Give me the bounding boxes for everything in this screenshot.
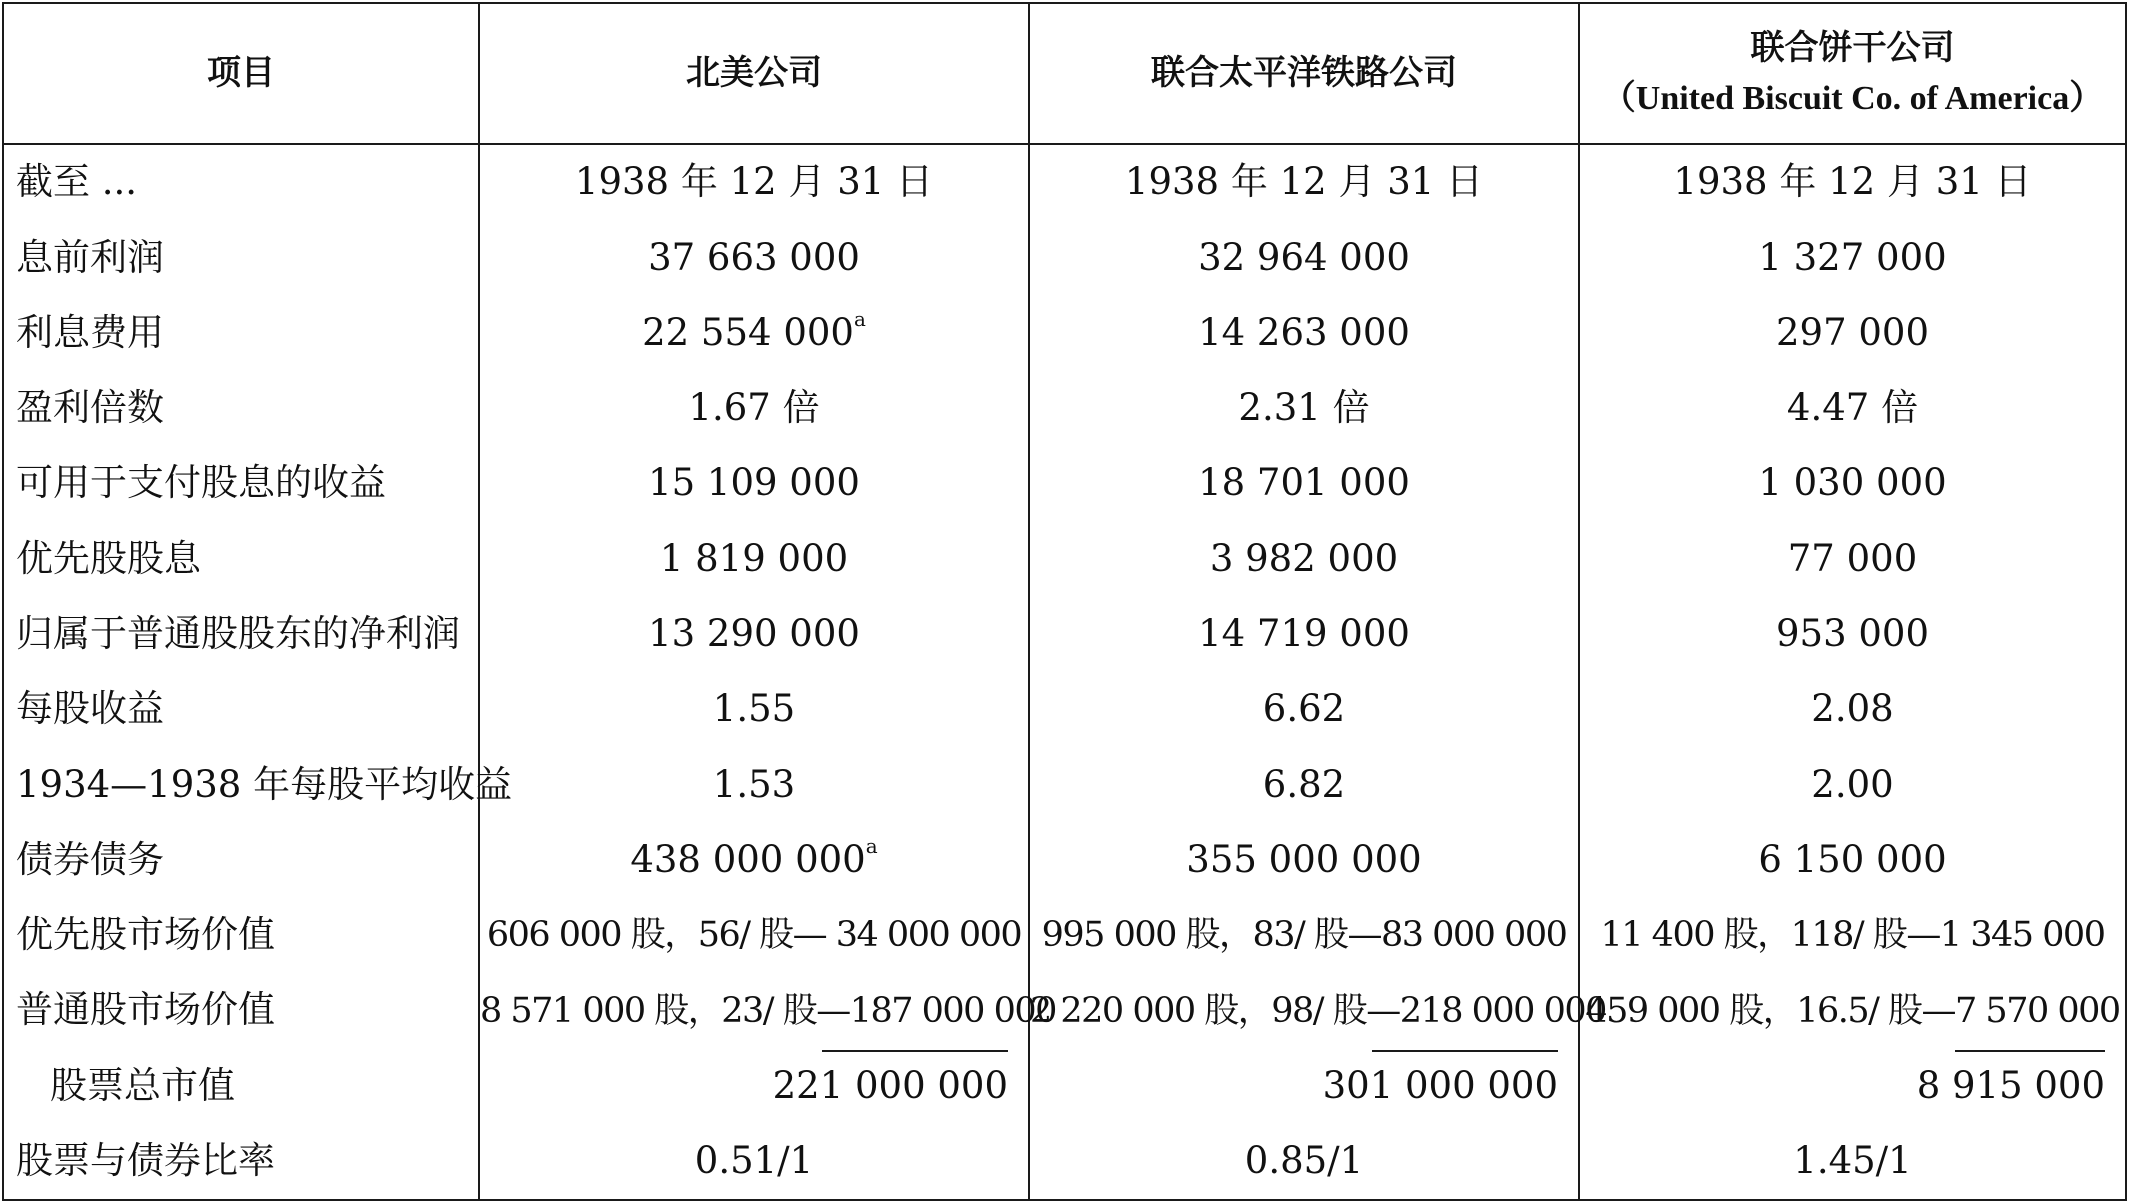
cell-union-pacific: 2.31 倍 xyxy=(1029,371,1579,446)
cell-united-biscuit: 6 150 000 xyxy=(1579,823,2126,898)
cell-value: 301 000 000 xyxy=(1322,1063,1558,1107)
cell-united-biscuit: 297 000 xyxy=(1579,296,2126,371)
row-label: 盈利倍数 xyxy=(3,371,479,446)
row-label: 债券债务 xyxy=(3,823,479,898)
row-label: 1934—1938 年每股平均收益 xyxy=(3,747,479,822)
row-label: 利息费用 xyxy=(3,296,479,371)
cell-united-biscuit-total xyxy=(1579,1048,2126,1123)
header-item: 项目 xyxy=(3,3,479,144)
cell-union-pacific: 6.62 xyxy=(1029,672,1579,747)
sum-rule xyxy=(1955,1050,2105,1052)
footnote-marker: a xyxy=(853,306,866,331)
row-label: 每股收益 xyxy=(3,672,479,747)
cell-united-biscuit: 1938 年 12 月 31 日 xyxy=(1579,144,2126,220)
cell-north-american xyxy=(479,823,1029,898)
cell-union-pacific: 2 220 000 股，98/ 股—218 000 000 xyxy=(1029,973,1579,1048)
cell-united-biscuit: 2.08 xyxy=(1579,672,2126,747)
cell-north-american: 0.51/1 xyxy=(479,1124,1029,1200)
cell-union-pacific: 14 263 000 xyxy=(1029,296,1579,371)
sum-rule xyxy=(1372,1050,1558,1052)
table-row xyxy=(3,1048,2126,1123)
cell-union-pacific: 18 701 000 xyxy=(1029,446,1579,521)
cell-north-american: 13 290 000 xyxy=(479,597,1029,672)
cell-united-biscuit: 77 000 xyxy=(1579,521,2126,596)
cell-union-pacific: 6.82 xyxy=(1029,747,1579,822)
cell-north-american xyxy=(479,296,1029,371)
cell-united-biscuit: 4.47 倍 xyxy=(1579,371,2126,446)
cell-union-pacific: 0.85/1 xyxy=(1029,1124,1579,1200)
table-row xyxy=(3,296,2126,371)
cell-value: 22 554 000 xyxy=(642,310,854,354)
row-label: 股票与债券比率 xyxy=(3,1124,479,1200)
header-row xyxy=(3,3,2126,144)
cell-united-biscuit: 1 030 000 xyxy=(1579,446,2126,521)
cell-united-biscuit: 1.45/1 xyxy=(1579,1124,2126,1200)
cell-union-pacific: 995 000 股，83/ 股—83 000 000 xyxy=(1029,898,1579,973)
sum-rule xyxy=(822,1050,1008,1052)
cell-north-american: 8 571 000 股，23/ 股—187 000 000 xyxy=(479,973,1029,1048)
header-company-united-biscuit-en: （United Biscuit Co. of America） xyxy=(1601,79,2104,117)
cell-north-american: 1.67 倍 xyxy=(479,371,1029,446)
table-row xyxy=(3,371,2126,446)
cell-north-american: 1.53 xyxy=(479,747,1029,822)
company-comparison-table xyxy=(2,2,2127,1201)
table-row xyxy=(3,898,2126,973)
cell-union-pacific: 32 964 000 xyxy=(1029,220,1579,295)
cell-union-pacific: 3 982 000 xyxy=(1029,521,1579,596)
cell-united-biscuit: 11 400 股，118/ 股—1 345 000 xyxy=(1579,898,2126,973)
row-label: 股票总市值 xyxy=(3,1048,479,1123)
cell-value: 8 915 000 xyxy=(1916,1063,2105,1107)
table-row xyxy=(3,144,2126,220)
header-company-union-pacific: 联合太平洋铁路公司 xyxy=(1029,3,1579,144)
cell-value: 221 000 000 xyxy=(772,1063,1008,1107)
table-row xyxy=(3,446,2126,521)
cell-united-biscuit: 2.00 xyxy=(1579,747,2126,822)
row-label: 优先股市场价值 xyxy=(3,898,479,973)
cell-union-pacific: 14 719 000 xyxy=(1029,597,1579,672)
row-label: 息前利润 xyxy=(3,220,479,295)
cell-north-american: 37 663 000 xyxy=(479,220,1029,295)
cell-union-pacific-total xyxy=(1029,1048,1579,1123)
table-row xyxy=(3,220,2126,295)
cell-value: 438 000 000 xyxy=(630,837,866,881)
cell-north-american: 1 819 000 xyxy=(479,521,1029,596)
cell-north-american-total xyxy=(479,1048,1029,1123)
table-row xyxy=(3,823,2126,898)
cell-north-american: 15 109 000 xyxy=(479,446,1029,521)
cell-united-biscuit: 1 327 000 xyxy=(1579,220,2126,295)
table-row xyxy=(3,672,2126,747)
footnote-marker: a xyxy=(865,833,878,858)
header-company-united-biscuit xyxy=(1579,3,2126,144)
cell-united-biscuit: 459 000 股，16.5/ 股—7 570 000 xyxy=(1579,973,2126,1048)
table-row xyxy=(3,521,2126,596)
header-company-north-american: 北美公司 xyxy=(479,3,1029,144)
row-label: 普通股市场价值 xyxy=(3,973,479,1048)
cell-north-american: 1.55 xyxy=(479,672,1029,747)
table-row xyxy=(3,1124,2126,1200)
table-row xyxy=(3,747,2126,822)
row-label: 优先股股息 xyxy=(3,521,479,596)
cell-north-american: 1938 年 12 月 31 日 xyxy=(479,144,1029,220)
table-row xyxy=(3,973,2126,1048)
cell-union-pacific: 1938 年 12 月 31 日 xyxy=(1029,144,1579,220)
row-label: 归属于普通股股东的净利润 xyxy=(3,597,479,672)
table-row xyxy=(3,597,2126,672)
cell-north-american: 606 000 股，56/ 股— 34 000 000 xyxy=(479,898,1029,973)
header-company-united-biscuit-cn: 联合饼干公司 xyxy=(1750,28,1955,69)
cell-united-biscuit: 953 000 xyxy=(1579,597,2126,672)
row-label: 截至 ... xyxy=(3,144,479,220)
cell-union-pacific: 355 000 000 xyxy=(1029,823,1579,898)
row-label: 可用于支付股息的收益 xyxy=(3,446,479,521)
